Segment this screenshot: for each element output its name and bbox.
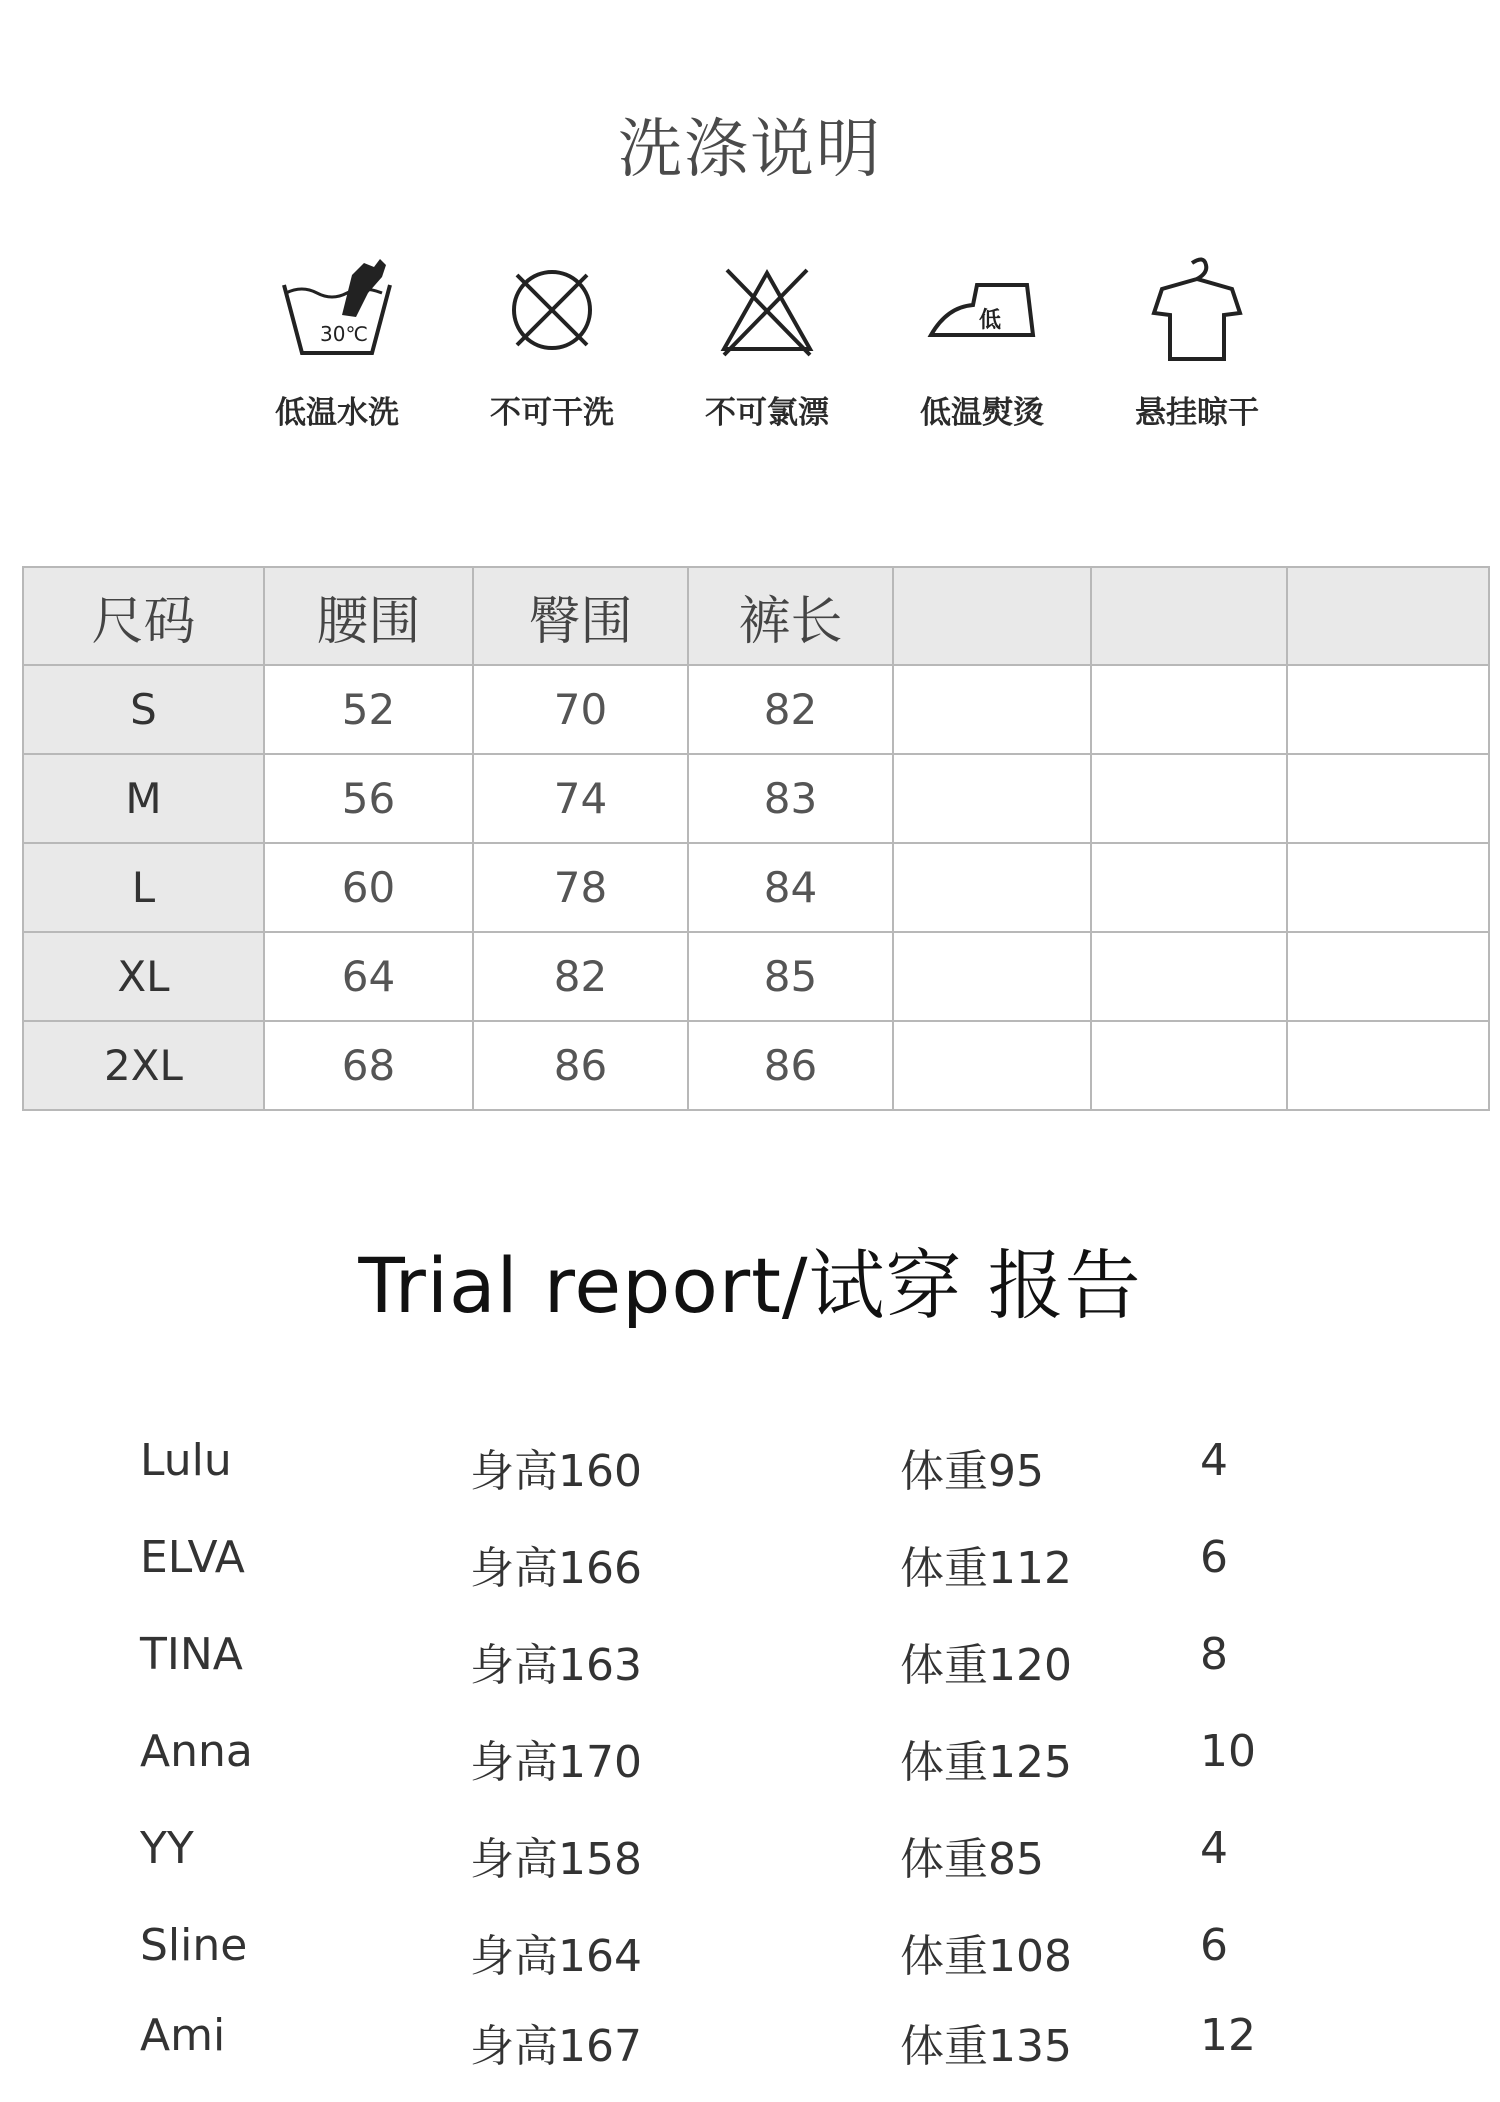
table-cell bbox=[1287, 1021, 1489, 1110]
trial-height: 身高170 bbox=[470, 1737, 642, 1788]
table-cell: 74 bbox=[473, 754, 688, 843]
table-cell bbox=[1287, 754, 1489, 843]
no-dry-clean-icon bbox=[487, 255, 617, 365]
care-item-hang-dry bbox=[1122, 255, 1272, 445]
header-cell: 腰围 bbox=[264, 567, 473, 665]
trial-weight: 体重125 bbox=[900, 1737, 1072, 1788]
table-cell bbox=[893, 1021, 1091, 1110]
trial-name: Lulu bbox=[140, 1435, 232, 1486]
header-cell: 臀围 bbox=[473, 567, 688, 665]
header-cell bbox=[1287, 567, 1489, 665]
table-cell: 52 bbox=[264, 665, 473, 754]
care-label-low-iron: 低温熨烫 bbox=[920, 395, 1044, 431]
trial-height: 身高158 bbox=[470, 1834, 642, 1885]
trial-weight: 体重108 bbox=[900, 1931, 1072, 1982]
wash-30c-icon bbox=[272, 255, 402, 365]
table-cell bbox=[1287, 932, 1489, 1021]
low-iron-icon bbox=[917, 255, 1047, 365]
table-cell bbox=[1287, 665, 1489, 754]
care-label-wash: 低温水洗 bbox=[275, 395, 399, 431]
trial-size: 8 bbox=[1200, 1629, 1228, 1680]
size-cell: 2XL bbox=[23, 1021, 264, 1110]
trial-height: 身高160 bbox=[470, 1446, 642, 1497]
table-cell: 83 bbox=[688, 754, 893, 843]
trial-height: 身高164 bbox=[470, 1931, 642, 1982]
table-cell: 70 bbox=[473, 665, 688, 754]
no-bleach-icon bbox=[702, 255, 832, 365]
table-cell bbox=[1091, 843, 1287, 932]
size-cell: M bbox=[23, 754, 264, 843]
table-cell: 86 bbox=[688, 1021, 893, 1110]
trial-row bbox=[0, 1823, 1500, 1893]
table-row bbox=[23, 843, 1489, 932]
care-item-no-bleach bbox=[692, 255, 842, 445]
trial-row bbox=[0, 1726, 1500, 1796]
table-cell: 84 bbox=[688, 843, 893, 932]
care-title: 洗涤说明 bbox=[618, 113, 882, 187]
hang-dry-icon bbox=[1132, 255, 1262, 365]
wash-temp-badge: 30℃ bbox=[320, 322, 368, 346]
trial-title: Trial report/试穿 报告 bbox=[358, 1241, 1142, 1330]
table-cell: 78 bbox=[473, 843, 688, 932]
table-row bbox=[23, 1021, 1489, 1110]
table-cell: 86 bbox=[473, 1021, 688, 1110]
trial-weight: 体重112 bbox=[900, 1543, 1072, 1594]
table-row bbox=[23, 932, 1489, 1021]
trial-weight: 体重95 bbox=[900, 1446, 1044, 1497]
header-cell: 尺码 bbox=[23, 567, 264, 665]
table-cell bbox=[1091, 1021, 1287, 1110]
table-cell bbox=[1091, 932, 1287, 1021]
care-label-no-dry-clean: 不可干洗 bbox=[490, 395, 614, 431]
table-cell bbox=[893, 843, 1091, 932]
trial-row bbox=[0, 1532, 1500, 1602]
trial-height: 身高166 bbox=[470, 1543, 642, 1594]
size-cell: S bbox=[23, 665, 264, 754]
trial-row bbox=[0, 1920, 1500, 1990]
table-cell bbox=[1287, 843, 1489, 932]
table-cell bbox=[893, 754, 1091, 843]
header-cell bbox=[1091, 567, 1287, 665]
trial-name: Sline bbox=[140, 1920, 248, 1971]
iron-temp-badge: 低 bbox=[979, 308, 1002, 333]
table-cell bbox=[893, 932, 1091, 1021]
care-item-wash bbox=[262, 255, 412, 445]
trial-height: 身高167 bbox=[470, 2021, 642, 2072]
table-cell: 56 bbox=[264, 754, 473, 843]
trial-weight: 体重85 bbox=[900, 1834, 1044, 1885]
table-row bbox=[23, 754, 1489, 843]
trial-name: ELVA bbox=[140, 1532, 245, 1583]
table-cell: 60 bbox=[264, 843, 473, 932]
trial-name: Anna bbox=[140, 1726, 253, 1777]
trial-height: 身高163 bbox=[470, 1640, 642, 1691]
table-cell bbox=[893, 665, 1091, 754]
trial-size: 12 bbox=[1200, 2010, 1256, 2061]
table-cell: 82 bbox=[688, 665, 893, 754]
trial-weight: 体重135 bbox=[900, 2021, 1072, 2072]
table-cell: 82 bbox=[473, 932, 688, 1021]
size-table bbox=[22, 566, 1490, 1111]
trial-size: 4 bbox=[1200, 1823, 1228, 1874]
header-cell: 裤长 bbox=[688, 567, 893, 665]
table-cell: 64 bbox=[264, 932, 473, 1021]
care-item-low-iron bbox=[907, 255, 1057, 445]
header-cell bbox=[893, 567, 1091, 665]
trial-name: TINA bbox=[140, 1629, 243, 1680]
trial-size: 4 bbox=[1200, 1435, 1228, 1486]
trial-name: YY bbox=[140, 1823, 194, 1874]
table-cell: 85 bbox=[688, 932, 893, 1021]
trial-row bbox=[0, 1435, 1500, 1505]
trial-size: 6 bbox=[1200, 1532, 1228, 1583]
table-cell: 68 bbox=[264, 1021, 473, 1110]
trial-row bbox=[0, 2010, 1500, 2080]
care-label-no-bleach: 不可氯漂 bbox=[705, 395, 829, 431]
care-label-hang-dry: 悬挂晾干 bbox=[1135, 395, 1259, 431]
trial-name: Ami bbox=[140, 2010, 226, 2061]
table-cell bbox=[1091, 754, 1287, 843]
trial-row bbox=[0, 1629, 1500, 1699]
table-row bbox=[23, 665, 1489, 754]
trial-size: 6 bbox=[1200, 1920, 1228, 1971]
size-cell: XL bbox=[23, 932, 264, 1021]
size-cell: L bbox=[23, 843, 264, 932]
care-item-no-dry-clean bbox=[477, 255, 627, 445]
trial-size: 10 bbox=[1200, 1726, 1256, 1777]
size-table-header bbox=[23, 567, 1489, 665]
trial-weight: 体重120 bbox=[900, 1640, 1072, 1691]
table-cell bbox=[1091, 665, 1287, 754]
